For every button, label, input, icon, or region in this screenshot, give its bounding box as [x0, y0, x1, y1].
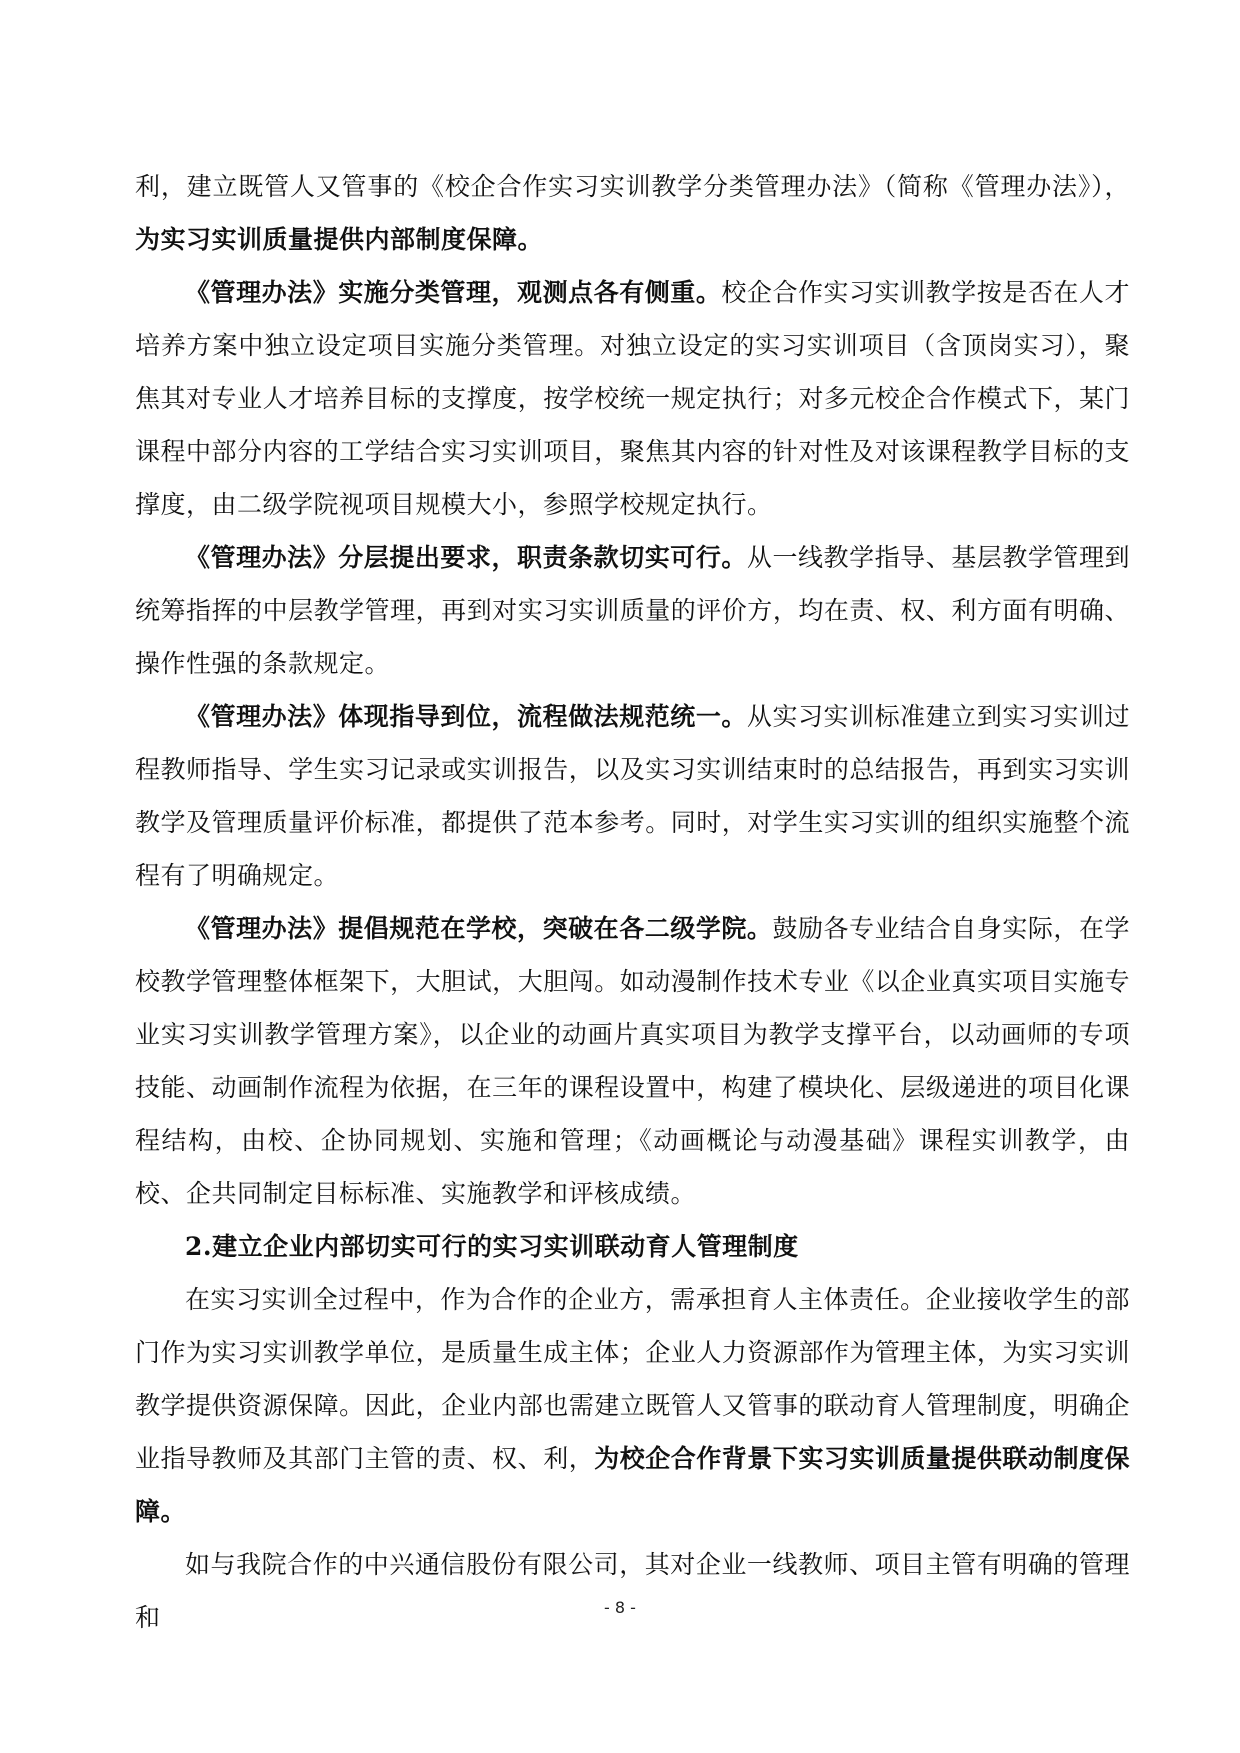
- paragraph-text: 利，建立既管人又管事的《校企合作实习实训教学分类管理办法》（简称《管理办法》），: [135, 172, 1130, 201]
- page-number: - 8 -: [604, 1598, 636, 1617]
- paragraph-lead: 《管理办法》体现指导到位，流程做法规范统一。: [185, 702, 747, 731]
- paragraph-zte-example: [135, 1538, 1130, 1644]
- document-body: [135, 160, 1130, 1644]
- paragraph-text: 校企合作实习实训教学按是否在人才培养方案中独立设定项目实施分类管理。对独立设定的实习实训项目（含顶岗实习），聚焦其对专业人才培养目标的支撑度，按学校统一规定执行；对多元校企合作模式下，某门课程中部分内容的工学结合实习实训项目，聚焦其内容的针对性及对该课程教学目标的支撑度，由二级学院视项目规模大小，参照学校规定执行。: [135, 278, 1130, 519]
- paragraph-text: 在实习实训全过程中，作为合作的企业方，需承担育人主体责任。企业接收学生的部门作为实习实训教学单位，是质量生成主体；企业人力资源部作为管理主体，为实习实训教学提供资源保障。因此，企业内部也需建立既管人又管事的联动育人管理制度，明确企业指导教师及其部门主管的责、权、利，: [135, 1285, 1130, 1473]
- paragraph-text: 从一线教学指导、基层教学管理到统筹指挥的中层教学管理，再到对实习实训质量的评价方，均在责、权、利方面有明确、操作性强的条款规定。: [135, 543, 1130, 678]
- paragraph-bold-tail: 为实习实训质量提供内部制度保障。: [135, 225, 544, 254]
- paragraph-layered-requirements: [135, 531, 1130, 690]
- paragraph-text: 从实习实训标准建立到实习实训过程教师指导、学生实习记录或实训报告，以及实习实训结束时的总结报告，再到实习实训教学及管理质量评价标准，都提供了范本参考。同时，对学生实习实训的组织实施整个流程有了明确规定。: [135, 702, 1130, 890]
- paragraph-lead: 《管理办法》提倡规范在学校，突破在各二级学院。: [185, 914, 773, 943]
- paragraph-continuation: [135, 160, 1130, 266]
- paragraph-lead: 《管理办法》分层提出要求，职责条款切实可行。: [185, 543, 747, 572]
- paragraph-text: 鼓励各专业结合自身实际，在学校教学管理整体框架下，大胆试，大胆闯。如动漫制作技术专业《以企业真实项目实施专业实习实训教学管理方案》，以企业的动画片真实项目为教学支撑平台，以动画师的专项技能、动画制作流程为依据，在三年的课程设置中，构建了模块化、层级递进的项目化课程结构，由校、企协同规划、实施和管理；《动画概论与动漫基础》课程实训教学，由校、企共同制定目标标准、实施教学和评核成绩。: [135, 914, 1130, 1208]
- paragraph-breakthrough: [135, 902, 1130, 1220]
- paragraph-lead: 《管理办法》实施分类管理，观测点各有侧重。: [185, 278, 722, 307]
- paragraph-guidance-process: [135, 690, 1130, 902]
- paragraph-enterprise-role: [135, 1273, 1130, 1538]
- paragraph-text: 如与我院合作的中兴通信股份有限公司，其对企业一线教师、项目主管有明确的管理和: [135, 1550, 1130, 1632]
- paragraph-classified-management: [135, 266, 1130, 531]
- paragraph-bold-tail: 为校企合作背景下实习实训质量提供联动制度保障。: [135, 1444, 1130, 1526]
- section-heading: 2.建立企业内部切实可行的实习实训联动育人管理制度: [185, 1232, 799, 1261]
